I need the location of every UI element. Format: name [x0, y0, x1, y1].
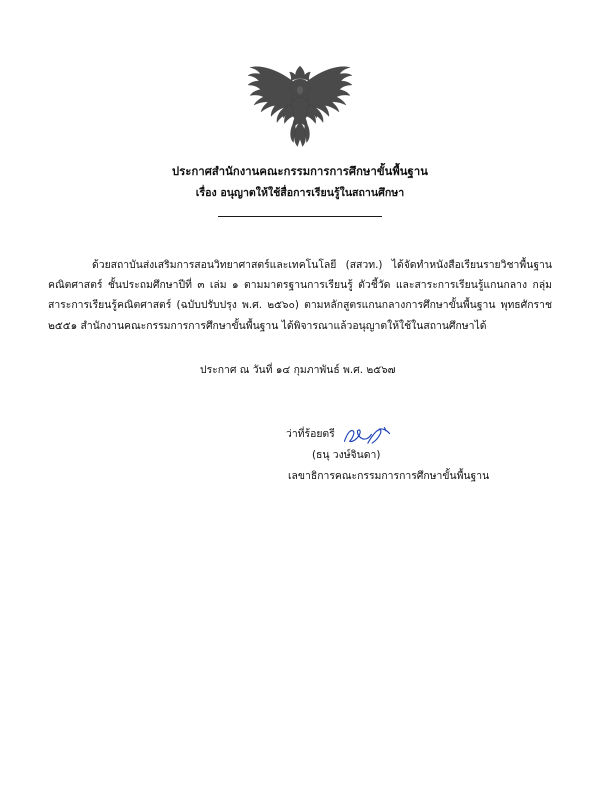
handwritten-signature-icon — [341, 424, 393, 450]
horizontal-divider — [218, 216, 382, 217]
signer-rank: ว่าที่ร้อยตรี — [286, 428, 335, 441]
page-subtitle: เรื่อง อนุญาตให้ใช้สื่อการเรียนรู้ในสถานศึกษา — [195, 186, 405, 199]
document-body — [48, 255, 552, 380]
signer-name: (ธนุ วงษ์จินดา) — [312, 449, 381, 462]
signature-rank-row — [286, 424, 600, 445]
divider-container — [0, 216, 600, 217]
page-title: ประกาศสำนักงานคณะกรรมการการศึกษาขั้นพื้นฐาน — [172, 165, 428, 178]
garuda-emblem — [245, 58, 355, 150]
emblem-container — [0, 0, 600, 150]
signer-title: เลขาธิการคณะกรรมการการศึกษาขั้นพื้นฐาน — [288, 469, 490, 482]
body-paragraph: ด้วยสถาบันส่งเสริมการสอนวิทยาศาสตร์และเทคโนโลยี (สสวท.) ได้จัดทำหนังสือเรียนรายวิชาพื้นฐานคณิตศาสตร์ ชั้นประถมศึกษาปีที่ ๓ เล่ม ๑ ตามมาตรฐานการเรียนรู้ ตัวชี้วัด และสาระการเรียนรู้แกนกลาง กลุ่มสาระการเรียนรู้คณิตศาสตร์ (ฉบับปรับปรุง พ.ศ. ๒๕๖๐) ตามหลักสูตรแกนกลางการศึกษาขั้นพื้นฐาน พุทธศักราช ๒๕๕๑ สำนักงานคณะกรรมการการศึกษาขั้นพื้นฐาน ได้พิจารณาแล้วอนุญาตให้ใช้ในสถานศึกษาได้ — [48, 258, 552, 332]
document-heading — [0, 164, 600, 202]
signature-block — [0, 424, 600, 487]
announcement-date: ประกาศ ณ วันที่ ๑๔ กุมภาพันธ์ พ.ศ. ๒๕๖๗ — [200, 363, 396, 376]
